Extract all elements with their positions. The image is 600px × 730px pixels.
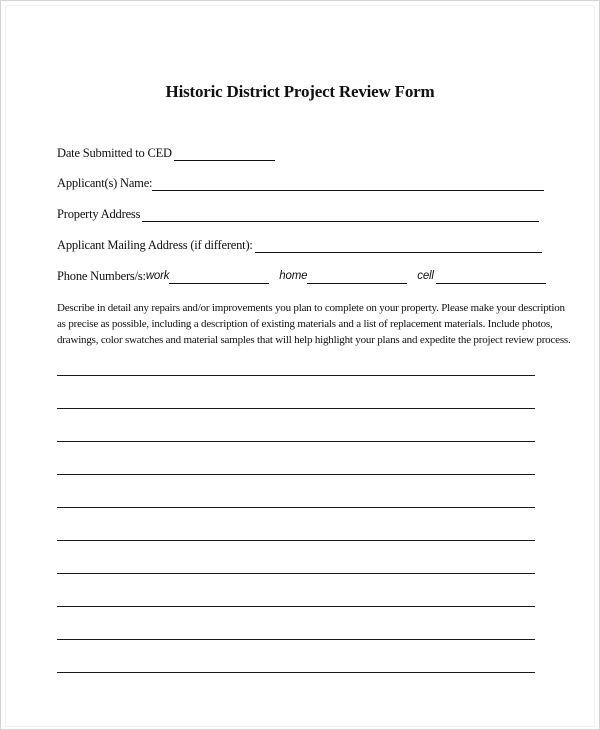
property-address-label: Property Address	[57, 207, 141, 221]
applicant-name-field	[57, 175, 544, 191]
writing-line[interactable]	[57, 441, 535, 442]
phone-numbers-field	[57, 268, 546, 284]
description-instructions	[57, 300, 571, 348]
property-address-input[interactable]	[142, 209, 539, 222]
writing-line[interactable]	[57, 540, 535, 541]
writing-line[interactable]	[57, 639, 535, 640]
phone-numbers-label: Phone Numbers/s:	[57, 269, 146, 283]
phone-cell-input[interactable]	[436, 271, 546, 284]
applicant-name-label: Applicant(s) Name:	[57, 176, 153, 190]
writing-line[interactable]	[57, 408, 535, 409]
writing-line[interactable]	[57, 507, 535, 508]
writing-line[interactable]	[57, 375, 535, 376]
mailing-address-input[interactable]	[255, 240, 542, 253]
date-submitted-label: Date Submitted to CED	[57, 146, 172, 160]
date-submitted-field	[57, 145, 275, 161]
property-address-field	[57, 206, 539, 222]
applicant-name-input[interactable]	[152, 178, 544, 191]
mailing-address-field	[57, 237, 542, 253]
phone-work-label: work	[145, 270, 170, 282]
description-line: drawings, color swatches and material samples that will help highlight your plans and expedite the project review process.	[57, 334, 571, 346]
writing-line[interactable]	[57, 474, 535, 475]
date-submitted-input[interactable]	[174, 148, 275, 161]
phone-cell-label: cell	[417, 270, 434, 282]
phone-work-input[interactable]	[169, 271, 269, 284]
description-line: as precise as possible, including a description of existing materials and a list of replacement materials. Include photos,	[57, 318, 553, 330]
writing-line[interactable]	[57, 672, 535, 673]
phone-home-label: home	[279, 270, 308, 282]
mailing-address-label: Applicant Mailing Address (if different):	[57, 238, 253, 252]
form-title: Historic District Project Review Form	[165, 82, 435, 101]
description-line: Describe in detail any repairs and/or improvements you plan to complete on your property. Please make your description	[57, 302, 565, 314]
phone-home-input[interactable]	[307, 271, 407, 284]
writing-line[interactable]	[57, 606, 535, 607]
page-inner-border	[5, 5, 595, 727]
writing-line[interactable]	[57, 573, 535, 574]
